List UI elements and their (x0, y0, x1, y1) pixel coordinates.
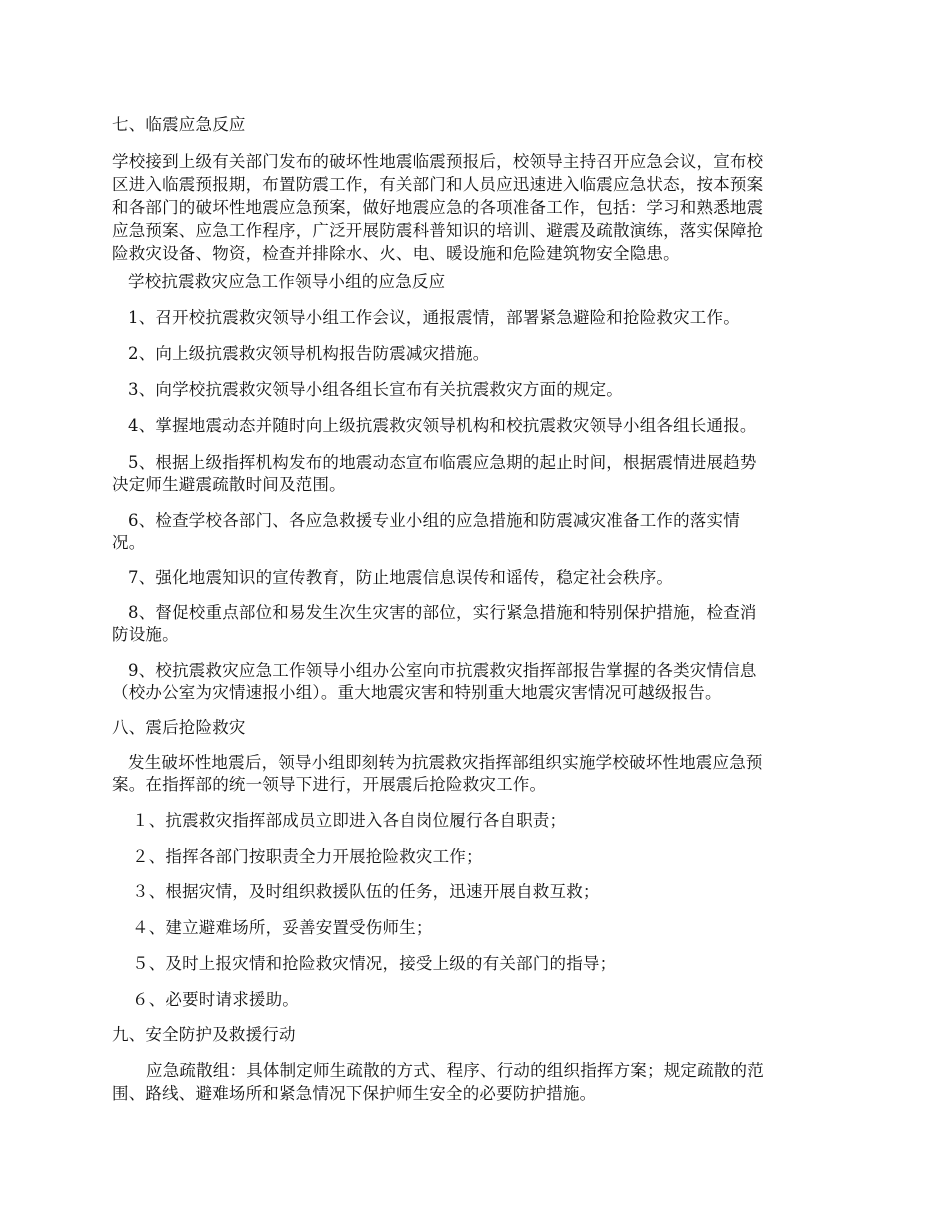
paragraph-line: 区进入临震预报期，布置防震工作，有关部门和人员应迅速进入临震应急状态，按本预案 (112, 175, 764, 194)
list-item: 1、召开校抗震救灾领导小组工作会议，通报震情，部署紧急避险和抢险救灾工作。 (128, 308, 740, 327)
list-item-continuation: 防设施。 (112, 625, 179, 644)
list-item: 6、检查学校各部门、各应急救援专业小组的应急措施和防震减灾准备工作的落实情 (128, 511, 740, 530)
section-heading-8: 八、震后抢险救灾 (112, 718, 246, 737)
list-item: 9、校抗震救灾应急工作领导小组办公室向市抗震救灾指挥部报告掌握的各类灾情信息 (128, 661, 757, 680)
list-item: ６、必要时请求援助。 (132, 990, 299, 1009)
paragraph-line: 和各部门的破坏性地震应急预案，做好地震应急的各项准备工作，包括：学习和熟悉地震 (112, 198, 764, 217)
paragraph-line: 案。在指挥部的统一领导下进行，开展震后抢险救灾工作。 (112, 775, 547, 794)
list-item: ３、根据灾情，及时组织救援队伍的任务，迅速开展自救互救； (132, 882, 600, 901)
list-item-continuation: （校办公室为灾情速报小组）。重大地震灾害和特别重大地震灾害情况可越级报告。 (112, 683, 722, 702)
list-item-continuation: 况。 (112, 533, 146, 552)
list-item: 8、督促校重点部位和易发生次生灾害的部位，实行紧急措施和特别保护措施，检查消 (128, 603, 757, 622)
list-item: ２、指挥各部门按职责全力开展抢险救灾工作； (132, 847, 483, 866)
section-heading-7: 七、临震应急反应 (112, 115, 246, 134)
section-heading-9: 九、安全防护及救援行动 (112, 1025, 296, 1044)
list-item: 2、向上级抗震救灾领导机构报告防震减灾措施。 (128, 344, 490, 363)
subheading: 学校抗震救灾应急工作领导小组的应急反应 (128, 272, 446, 291)
list-item: 4、掌握地震动态并随时向上级抗震救灾领导机构和校抗震救灾领导小组各组长通报。 (128, 416, 757, 435)
list-item-continuation: 决定师生避震疏散时间及范围。 (112, 475, 346, 494)
list-item: ４、建立避难场所，妥善安置受伤师生； (132, 918, 433, 937)
paragraph-line: 应急预案、应急工作程序，广泛开展防震科普知识的培训、避震及疏散演练，落实保障抢 (112, 221, 764, 240)
paragraph-line: 险救灾设备、物资，检查并排除水、火、电、暖设施和危险建筑物安全隐患。 (112, 244, 680, 263)
list-item: 5、根据上级指挥机构发布的地震动态宣布临震应急期的起止时间，根据震情进展趋势 (128, 453, 757, 472)
list-item: 7、强化地震知识的宣传教育，防止地震信息误传和谣传，稳定社会秩序。 (128, 568, 674, 587)
paragraph-line: 应急疏散组：具体制定师生疏散的方式、程序、行动的组织指挥方案；规定疏散的范 (146, 1061, 764, 1080)
list-item: １、抗震救灾指挥部成员立即进入各自岗位履行各自职责； (132, 811, 567, 830)
paragraph-line: 发生破坏性地震后，领导小组即刻转为抗震救灾指挥部组织实施学校破坏性地震应急预 (128, 753, 763, 772)
paragraph-line: 学校接到上级有关部门发布的破坏性地震临震预报后，校领导主持召开应急会议，宣布校 (112, 152, 764, 171)
list-item: 3、向学校抗震救灾领导小组各组长宣布有关抗震救灾方面的规定。 (128, 380, 623, 399)
list-item: ５、及时上报灾情和抢险救灾情况，接受上级的有关部门的指导； (132, 954, 617, 973)
paragraph-line: 围、路线、避难场所和紧急情况下保护师生安全的必要防护措施。 (112, 1084, 597, 1103)
